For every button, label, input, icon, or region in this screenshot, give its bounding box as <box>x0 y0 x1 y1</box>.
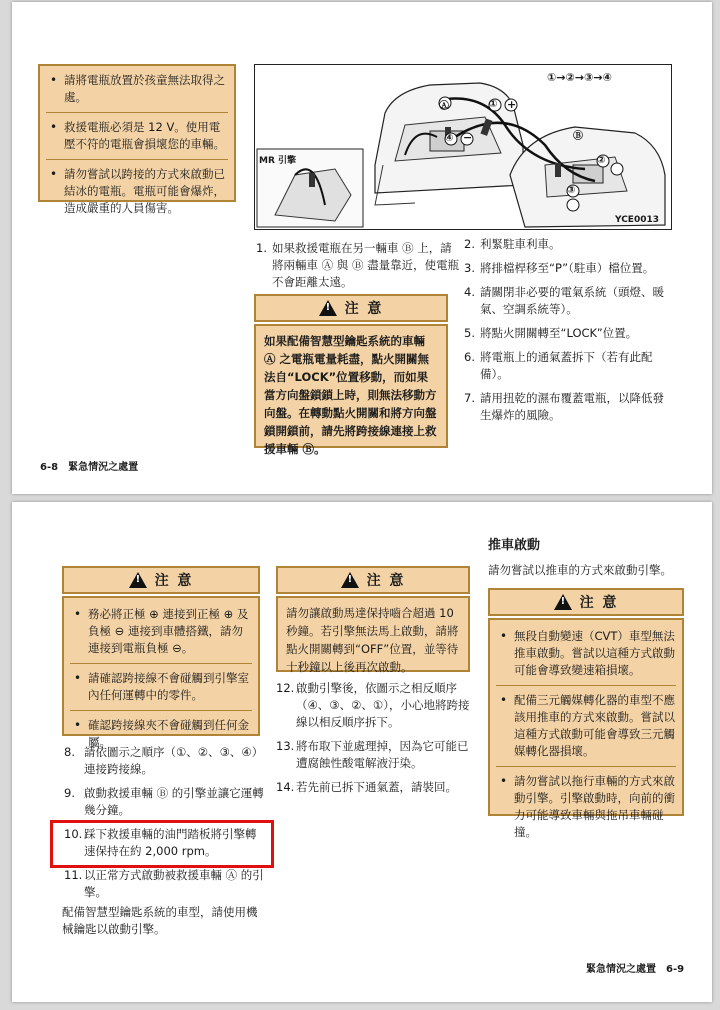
steps-left <box>256 240 462 298</box>
warning-item: • 救援電瓶必須是 12 V。使用電壓不符的電瓶會損壞您的車輛。 <box>46 119 228 160</box>
step-text: 將布取下並處理掉，因為它可能已遭腐蝕性酸電解液汙染。 <box>296 739 469 770</box>
marker-minus: − <box>463 131 473 144</box>
highlight-step-10 <box>50 820 274 868</box>
caution-item: • 確認跨接線夾不會碰觸到任何金屬。 <box>70 717 252 751</box>
step-text: 若先前已拆下通氣蓋，請裝回。 <box>296 780 457 794</box>
step-number: 7. <box>464 391 475 405</box>
step-text: 啟動引擎後，依圖示之相反順序（④、③、②、①），小心地將跨接線以相反順序拆下。 <box>296 681 470 729</box>
step-item <box>464 325 674 342</box>
steps-right <box>464 236 674 431</box>
manual-page-6-9 <box>12 502 712 1002</box>
warning-triangle-icon <box>341 572 359 588</box>
step-item <box>276 680 476 731</box>
warning-triangle-icon <box>319 300 337 316</box>
caution-body-3 <box>488 618 684 839</box>
caution-header-1 <box>62 566 260 594</box>
step-number: 2. <box>464 237 475 251</box>
caution-title: 注 意 <box>366 573 406 589</box>
step-text: 以正常方式啟動被救援車輛 Ⓐ 的引擎。 <box>84 868 264 899</box>
marker-3: ③ <box>567 185 576 196</box>
steps-col2 <box>276 680 476 803</box>
caution-title: 注 意 <box>579 595 619 611</box>
step-number: 5. <box>464 326 475 340</box>
step-text: 請依圖示之順序（①、②、③、④）連接跨接線。 <box>84 745 264 776</box>
step-item <box>256 240 462 291</box>
step-number: 11. <box>64 868 83 882</box>
page-footer: 緊急情況之處置 6-9 <box>586 964 685 975</box>
step-number: 8. <box>64 745 75 759</box>
step-text: 將點火開關轉至“LOCK”位置。 <box>480 326 638 340</box>
marker-B: Ⓑ <box>573 131 583 142</box>
step-item <box>64 867 264 901</box>
step-item <box>464 349 674 383</box>
step-number: 9. <box>64 786 75 800</box>
note-text: 配備智慧型鑰匙系統的車型，請使用機械鑰匙以啟動引擎。 <box>62 905 258 936</box>
step-item <box>276 738 476 772</box>
caution-header-3 <box>488 588 684 616</box>
caution-header <box>254 294 448 322</box>
warning-triangle-icon <box>129 572 147 588</box>
step-number: 14. <box>276 780 295 794</box>
step-number: 12. <box>276 681 295 695</box>
step-number: 10. <box>64 827 83 841</box>
step-text: 請用扭乾的濕布覆蓋電瓶，以降低發生爆炸的風險。 <box>480 391 664 422</box>
manual-page-6-8 <box>12 2 712 494</box>
page-footer: 6-8 緊急情況之處置 <box>40 462 139 473</box>
step-item <box>464 284 674 318</box>
step-number: 6. <box>464 350 475 364</box>
step-text: 利緊駐車利車。 <box>480 237 561 251</box>
inset-label: MR 引擎 <box>259 156 297 166</box>
jump-start-figure <box>254 64 672 230</box>
warning-item: • 請將電瓶放置於孩童無法取得之處。 <box>46 72 228 113</box>
step-number: 1. <box>256 241 267 255</box>
marker-1: ① <box>489 99 498 110</box>
sequence-label: ①→②→③→④ <box>547 71 612 84</box>
step-text: 啟動救援車輛 Ⓑ 的引擎並讓它運轉幾分鐘。 <box>84 786 264 817</box>
caution-item: • 請確認跨接線不會碰觸到引擎室內任何運轉中的零件。 <box>70 670 252 711</box>
marker-2: ② <box>597 155 606 166</box>
marker-A: Ⓐ <box>439 101 449 112</box>
step-text: 將電瓶上的通氣蓋拆下（若有此配備）。 <box>480 350 653 381</box>
car-illustration <box>255 65 671 229</box>
marker-4: ④ <box>445 133 454 144</box>
caution-body-2: 請勿讓啟動馬達保持嚙合超過 10 秒鐘。若引擎無法馬上啟動，請將點火開關轉到“OFF”位置，並等待十秒鐘以上後再次啟動。 <box>276 596 470 672</box>
step-item <box>64 785 264 819</box>
figure-code: YCE0013 <box>615 215 659 225</box>
marker-plus: + <box>507 98 517 111</box>
caution-item: • 務必將正極 ⊕ 連接到正極 ⊕ 及負極 ⊖ 連接到車體搭鐵，請勿連接到電瓶負極 ⊖。 <box>70 606 252 664</box>
step-item <box>64 744 264 778</box>
step-number: 4. <box>464 285 475 299</box>
caution-body: 如果配備智慧型鑰匙系統的車輛 Ⓐ 之電瓶電量耗盡，點火開關無法自“LOCK”位置移動，而如果當方向盤鎖鎖上時，則無法移動方向盤。在轉動點火開關和將方向盤鎖開鎖前，請先將跨接線連接上救援車輛 Ⓑ。 <box>254 324 448 448</box>
caution-item: • 無段自動變速（CVT）車型無法推車啟動。嘗試以這種方式啟動可能會導致變速箱損壞。 <box>496 628 676 686</box>
caution-title: 注 意 <box>344 301 384 317</box>
step-item <box>276 779 476 796</box>
step-number: 3. <box>464 261 475 275</box>
caution-header-2 <box>276 566 470 594</box>
step-text: 請關閉非必要的電氣系統（頭燈、暖氣、空調系統等）。 <box>480 285 664 316</box>
step-item <box>464 236 674 253</box>
step-item <box>464 260 674 277</box>
step-item <box>464 390 674 424</box>
warning-item: • 請勿嘗試以跨接的方式來啟動已結冰的電瓶。電瓶可能會爆炸，造成嚴重的人員傷害。 <box>46 166 228 217</box>
caution-body-1 <box>62 596 260 749</box>
push-start-title: 推車啟動 <box>488 538 541 553</box>
step-text: 踩下救援車輛的油門踏板將引擎轉速保持在約 2,000 rpm。 <box>84 827 257 858</box>
caution-item: • 請勿嘗試以拖行車輛的方式來啟動引擎。引擎啟動時，向前的衝力可能導致車輛與拖吊車輛碰撞。 <box>496 773 676 841</box>
step-number: 13. <box>276 739 295 753</box>
step-text: 將排檔桿移至“P”（駐車）檔位置。 <box>480 261 655 275</box>
caution-item: • 配備三元觸媒轉化器的車型不應該用推車的方式來啟動。嘗試以這種方式啟動可能會導致三元觸媒轉化器損壞。 <box>496 692 676 767</box>
push-start-intro: 請勿嘗試以推車的方式來啟動引擎。 <box>488 563 672 577</box>
warning-box <box>38 64 236 215</box>
step-text: 如果救援電瓶在另一輛車 Ⓑ 上，請將兩輛車 Ⓐ 與 Ⓑ 盡量靠近，使電瓶不會距離太遠。 <box>272 241 460 289</box>
warning-triangle-icon <box>554 594 572 610</box>
caution-title: 注 意 <box>154 573 194 589</box>
warning-list <box>46 72 228 217</box>
